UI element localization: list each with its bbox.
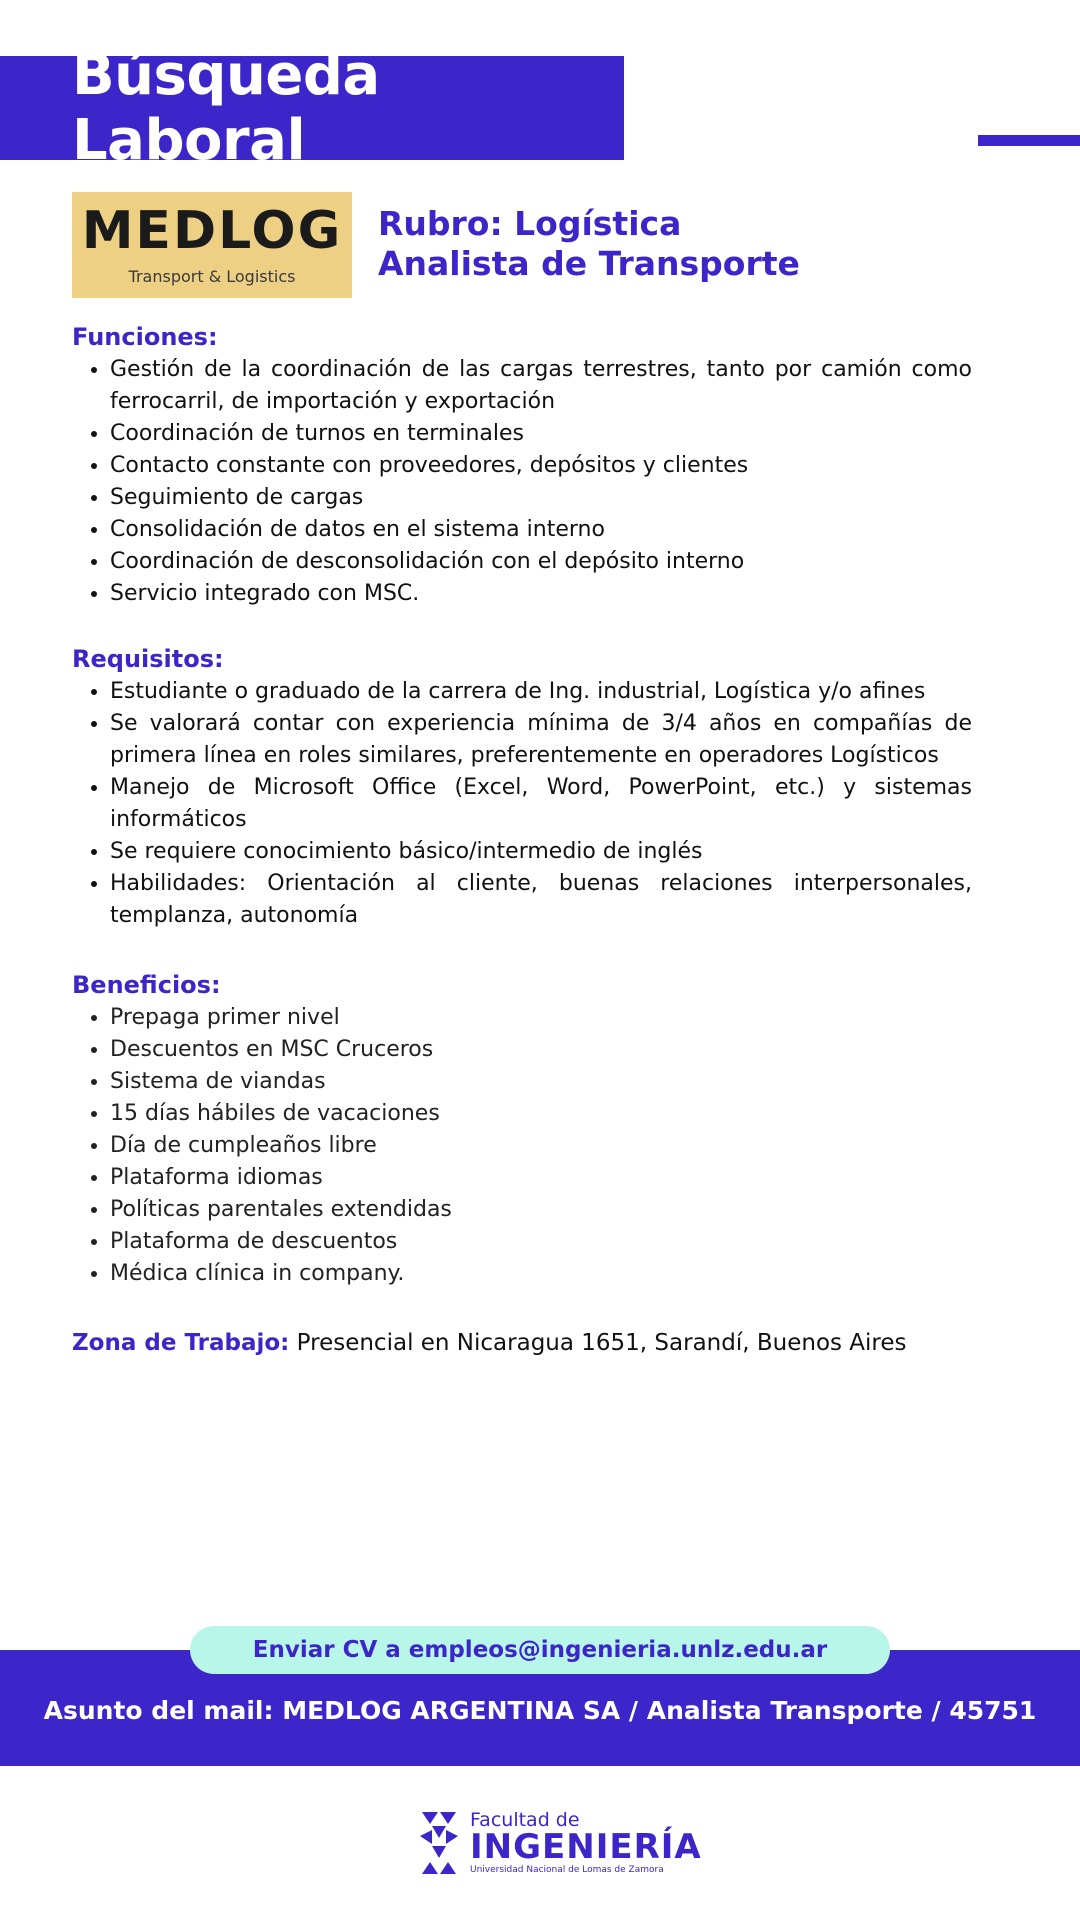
header-banner <box>0 43 624 173</box>
list-item: • Médica clínica in company. <box>110 1258 972 1290</box>
list-item: • Coordinación de desconsolidación con el depósito interno <box>110 546 972 578</box>
job-heading <box>378 204 800 284</box>
list-item: • Manejo de Microsoft Office (Excel, Word, PowerPoint, etc.) y sistemas informáticos <box>110 772 972 836</box>
page-title: Búsqueda Laboral <box>72 43 380 173</box>
faculty-logo <box>418 1808 702 1878</box>
beneficios-title: Beneficios: <box>72 971 221 999</box>
list-item: • Estudiante o graduado de la carrera de Ing. industrial, Logística y/o afines <box>110 676 972 708</box>
list-item: • Se requiere conocimiento básico/intermedio de inglés <box>110 836 972 868</box>
requisitos-title: Requisitos: <box>72 645 224 673</box>
work-zone <box>72 1326 972 1360</box>
list-item: • Habilidades: Orientación al cliente, buenas relaciones interpersonales, templanza, autonomía <box>110 868 972 932</box>
beneficios-section <box>72 968 972 1290</box>
list-item: • Servicio integrado con MSC. <box>110 578 972 610</box>
header-accent-bar <box>978 135 1080 146</box>
work-zone-label: Zona de Trabajo: <box>72 1330 290 1356</box>
company-logo <box>72 192 352 298</box>
rubro-label: Rubro: Logística <box>378 204 682 243</box>
funciones-section <box>72 320 972 610</box>
beneficios-list <box>72 1002 972 1290</box>
list-item: • Prepaga primer nivel <box>110 1002 972 1034</box>
list-item: • Coordinación de turnos en terminales <box>110 418 972 450</box>
email-subject: Asunto del mail: MEDLOG ARGENTINA SA / Analista Transporte / 45751 <box>43 1696 1037 1725</box>
funciones-title: Funciones: <box>72 323 218 351</box>
faculty-logo-text <box>470 1810 702 1876</box>
company-logo-word: MEDLOG <box>81 200 343 261</box>
list-item: • Gestión de la coordinación de las cargas terrestres, tanto por camión como ferrocarril, de importación y exportación <box>110 354 972 418</box>
requisitos-section <box>72 642 972 932</box>
faculty-logo-line2: INGENIERÍA <box>470 1827 702 1867</box>
list-item: • Se valorará contar con experiencia mínima de 3/4 años en compañías de primera línea en roles similares, preferentemente en operadores Logísticos <box>110 708 972 772</box>
list-item: • Día de cumpleaños libre <box>110 1130 972 1162</box>
list-item: • Plataforma de descuentos <box>110 1226 972 1258</box>
list-item: • Contacto constante con proveedores, depósitos y clientes <box>110 450 972 482</box>
list-item: • Políticas parentales extendidas <box>110 1194 972 1226</box>
job-content <box>72 320 972 1360</box>
work-zone-value: Presencial en Nicaragua 1651, Sarandí, Buenos Aires <box>296 1330 907 1356</box>
faculty-emblem-icon <box>418 1810 460 1876</box>
position-title: Analista de Transporte <box>378 244 800 283</box>
faculty-logo-line1: Facultad de <box>470 1809 580 1831</box>
funciones-list <box>72 354 972 610</box>
company-logo-tagline: Transport & Logistics <box>128 266 296 286</box>
requisitos-list <box>72 676 972 932</box>
faculty-logo-line3: Universidad Nacional de Lomas de Zamora <box>470 1865 664 1875</box>
send-cv-email-link[interactable]: Enviar CV a empleos@ingenieria.unlz.edu.ar <box>190 1626 890 1674</box>
list-item: • 15 días hábiles de vacaciones <box>110 1098 972 1130</box>
list-item: • Sistema de viandas <box>110 1066 972 1098</box>
list-item: • Plataforma idiomas <box>110 1162 972 1194</box>
list-item: • Seguimiento de cargas <box>110 482 972 514</box>
list-item: • Descuentos en MSC Cruceros <box>110 1034 972 1066</box>
list-item: • Consolidación de datos en el sistema interno <box>110 514 972 546</box>
